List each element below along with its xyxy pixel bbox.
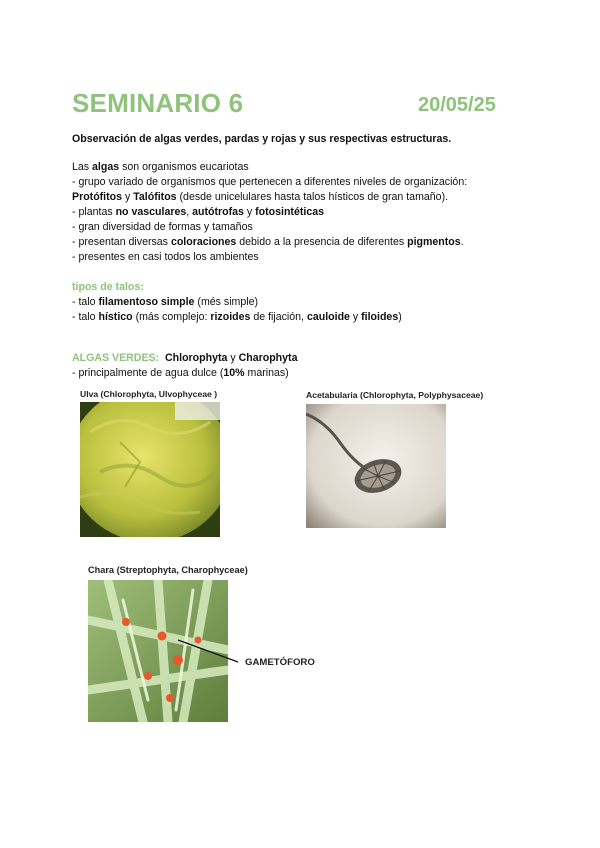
ulva-photo: [80, 402, 220, 537]
talos-block: [72, 280, 402, 325]
intro-line-3: Protófitos y Talófitos (desde unicelulares hasta talos hísticos de gran tamaño).: [72, 191, 449, 203]
subtitle: Observación de algas verdes, pardas y rojas y sus respectivas estructuras.: [72, 133, 452, 145]
talos-line-1: - talo filamentoso simple (més simple): [72, 296, 259, 308]
intro-line-4: - plantas no vasculares, autótrofas y fotosintéticas: [72, 206, 324, 218]
intro-line-6: - presentan diversas coloraciones debido a la presencia de diferentes pigmentos.: [72, 236, 464, 248]
intro-line-2: - grupo variado de organismos que pertenecen a diferentes niveles de organización:: [72, 176, 468, 188]
ulva-photo-graphic: [80, 402, 220, 537]
acetabularia-photo: [306, 404, 446, 528]
acetabularia-photo-graphic: [306, 404, 446, 528]
ulva-caption: Ulva (Chlorophyta, Ulvophyceae ): [80, 389, 218, 399]
talos-heading: tipos de talos:: [72, 281, 144, 293]
algas-verdes-heading: ALGAS VERDES:: [72, 352, 160, 364]
gametoforo-label: GAMETÓFORO: [245, 657, 315, 668]
page-date: 20/05/25: [418, 94, 496, 116]
page-title: SEMINARIO 6: [72, 88, 244, 118]
algas-verdes-heading-line: ALGAS VERDES: Chlorophyta y Charophyta: [72, 352, 298, 364]
acetabularia-caption: Acetabularia (Chlorophyta, Polyphysaceae): [306, 390, 484, 400]
algas-verdes-sub: - principalmente de agua dulce (10% marinas): [72, 367, 289, 379]
chara-caption: Chara (Streptophyta, Charophyceae): [88, 565, 248, 575]
gametoforo-pointer: [176, 636, 246, 668]
intro-block: [72, 160, 467, 265]
intro-line-7: - presentes en casi todos los ambientes: [72, 251, 259, 263]
talos-line-2: - talo hístico (más complejo: rizoides de fijación, cauloide y filoides): [72, 311, 402, 323]
algas-verdes-block: [72, 351, 297, 381]
intro-line-1: Las algas son organismos eucariotas: [72, 161, 249, 173]
intro-line-5: - gran diversidad de formas y tamaños: [72, 221, 253, 233]
